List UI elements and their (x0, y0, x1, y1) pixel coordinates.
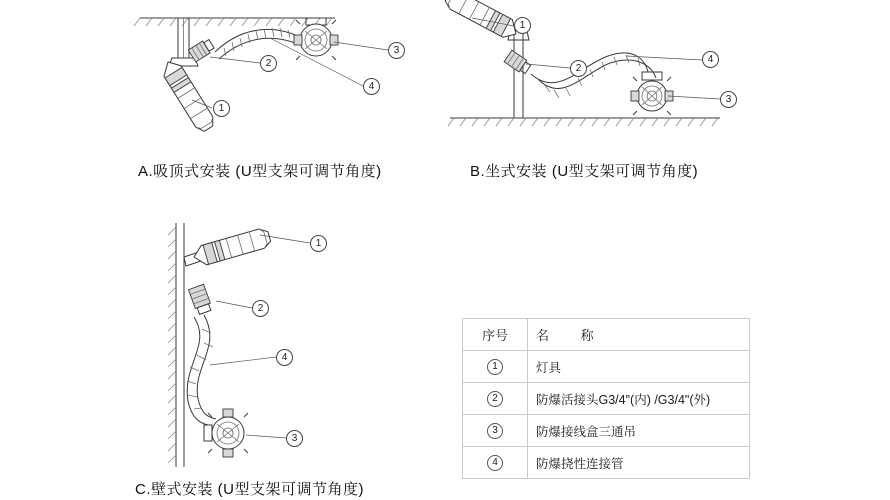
row-index-cell (463, 383, 528, 415)
panel-c-drawing (140, 205, 400, 480)
row-index-badge: 1 (487, 359, 503, 375)
parts-legend-table (462, 318, 750, 479)
header-index: 序号 (463, 319, 528, 351)
table-row (463, 415, 750, 447)
callout-c-1: 1 (310, 235, 327, 252)
table-header-row (463, 319, 750, 351)
row-index-cell (463, 351, 528, 383)
row-index-cell (463, 415, 528, 447)
callout-b-3: 3 (720, 91, 737, 108)
table-row (463, 447, 750, 479)
table-row (463, 351, 750, 383)
panel-a-drawing (120, 0, 430, 150)
caption-ceiling-mount: A.吸顶式安装 (U型支架可调节角度) (138, 163, 382, 180)
row-index-badge: 4 (487, 455, 503, 471)
callout-c-2: 2 (252, 300, 269, 317)
callout-a-3: 3 (388, 42, 405, 59)
row-name-cell: 防爆活接头G3/4"(内) /G3/4"(外) (528, 383, 750, 415)
callout-b-1: 1 (514, 17, 531, 34)
panel-ceiling-mount (120, 0, 430, 150)
panel-b-drawing (430, 0, 760, 150)
row-index-badge: 2 (487, 391, 503, 407)
callout-b-2: 2 (570, 60, 587, 77)
callout-c-3: 3 (286, 430, 303, 447)
row-index-badge: 3 (487, 423, 503, 439)
header-name: 名 称 (528, 319, 750, 351)
row-name-cell: 防爆接线盒三通吊 (528, 415, 750, 447)
caption-wall-mount: C.壁式安装 (U型支架可调节角度) (135, 481, 364, 498)
table-row (463, 383, 750, 415)
callout-a-4: 4 (363, 78, 380, 95)
panel-wall-mount (140, 205, 400, 480)
row-index-cell (463, 447, 528, 479)
callout-a-1: 1 (213, 100, 230, 117)
row-name-cell: 灯具 (528, 351, 750, 383)
callout-b-4: 4 (702, 51, 719, 68)
callout-a-2: 2 (260, 55, 277, 72)
caption-seated-mount: B.坐式安装 (U型支架可调节角度) (470, 163, 699, 180)
callout-c-4: 4 (276, 349, 293, 366)
panel-seated-mount (430, 0, 760, 150)
row-name-cell: 防爆挠性连接管 (528, 447, 750, 479)
